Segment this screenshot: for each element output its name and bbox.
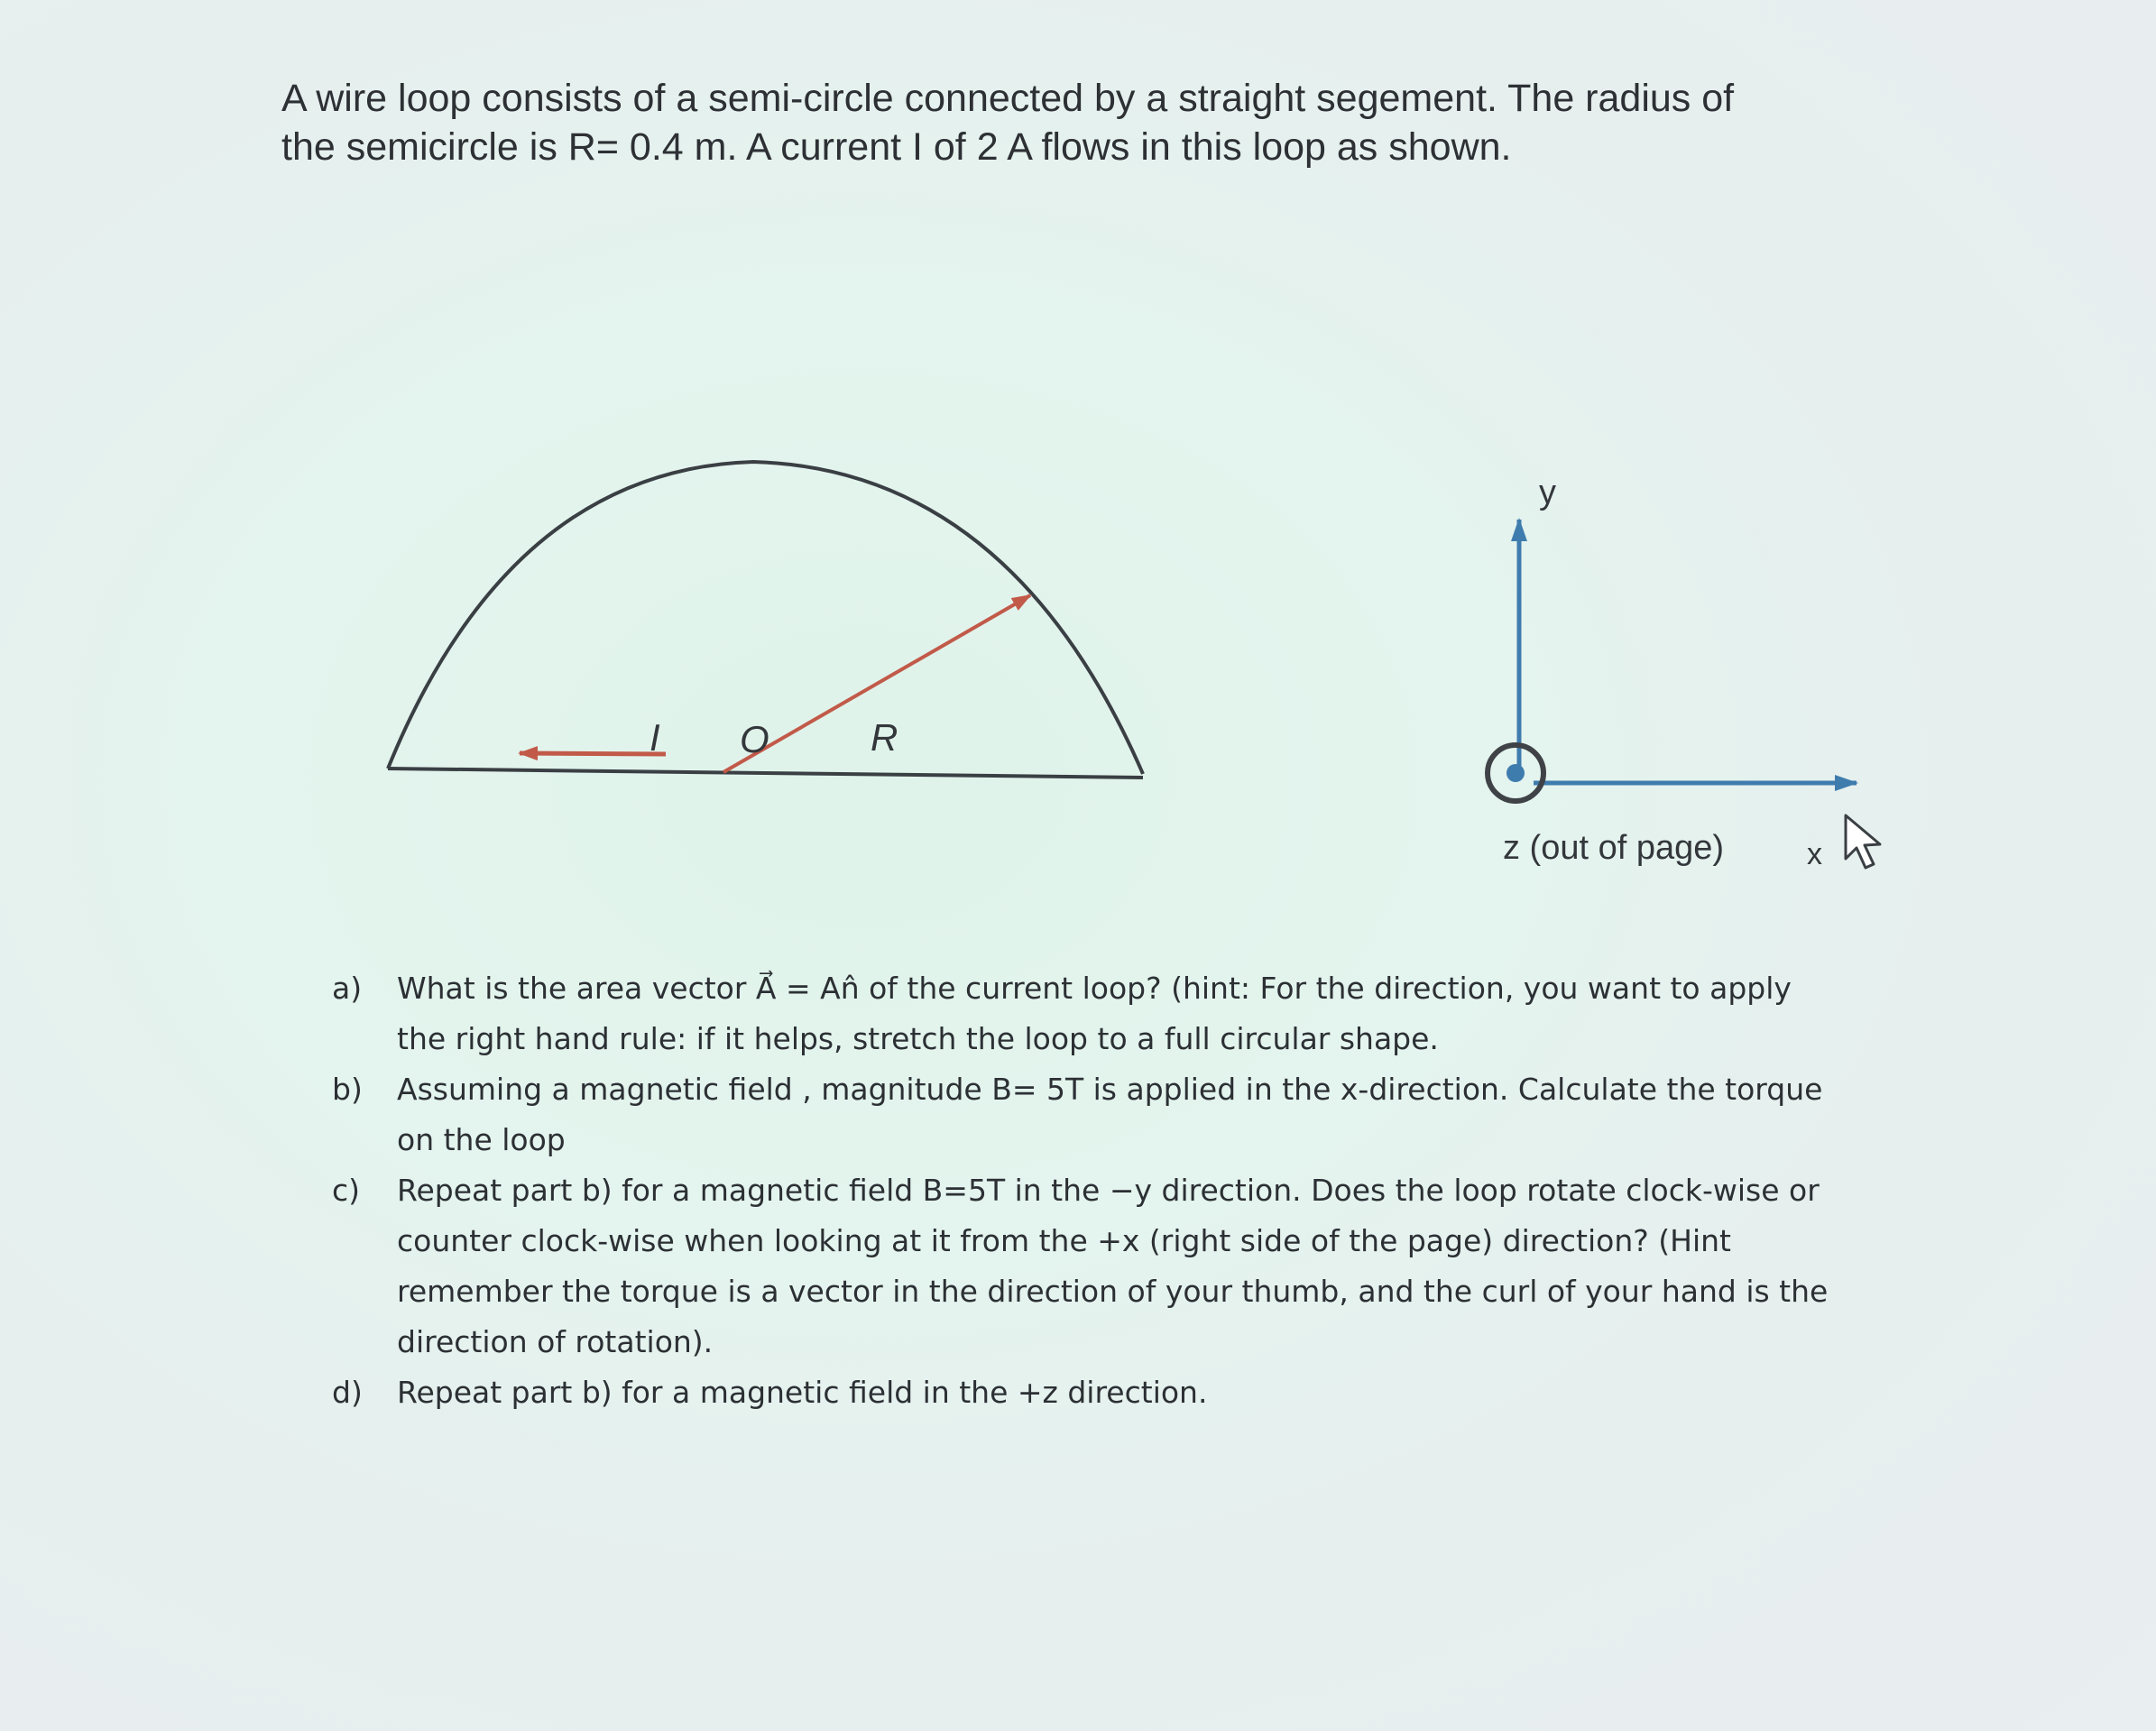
question-letter: d) xyxy=(332,1375,363,1410)
question-line: What is the area vector A⃗ = An̂ of the current loop? (hint: For the direction, you want to apply xyxy=(397,971,1792,1006)
axis-label-y: y xyxy=(1539,474,1556,511)
label-current: I xyxy=(650,716,660,759)
axis-label-x: x xyxy=(1807,837,1822,871)
question-letter: a) xyxy=(332,971,363,1006)
question-b xyxy=(325,1064,1930,1165)
z-axis-dot xyxy=(1506,764,1525,782)
question-letter: c) xyxy=(332,1173,361,1208)
label-radius: R xyxy=(871,716,898,759)
question-letter: b) xyxy=(332,1072,363,1107)
question-line: counter clock-wise when looking at it from the +x (right side of the page) direction? (Hint xyxy=(397,1223,1731,1258)
problem-line-1: A wire loop consists of a semi-circle connected by a straight segement. The radius of xyxy=(281,77,1735,120)
question-line: Repeat part b) for a magnetic field in the +z direction. xyxy=(397,1375,1208,1410)
question-line: direction of rotation). xyxy=(397,1324,714,1359)
problem-line-2: the semicircle is R= 0.4 m. A current I of 2 A flows in this loop as shown. xyxy=(281,125,1512,169)
label-origin: O xyxy=(740,718,769,760)
question-line: Assuming a magnetic field , magnitude B= 5T is applied in the x-direction. Calculate the torque xyxy=(397,1072,1823,1107)
question-list xyxy=(325,963,1930,1418)
cursor-icon xyxy=(1846,815,1880,868)
straight-segment xyxy=(388,769,1143,778)
axis-label-z: z (out of page) xyxy=(1503,829,1725,867)
question-line: remember the torque is a vector in the direction of your thumb, and the curl of your hand is the xyxy=(397,1274,1829,1309)
current-arrow xyxy=(520,753,666,754)
question-d xyxy=(325,1367,1930,1418)
question-line: Repeat part b) for a magnetic field B=5T in the −y direction. Does the loop rotate clock-wise or xyxy=(397,1173,1820,1208)
question-line: the right hand rule: if it helps, stretch the loop to a full circular shape. xyxy=(397,1021,1439,1056)
question-a xyxy=(325,963,1930,1064)
question-c xyxy=(325,1165,1930,1367)
question-line: on the loop xyxy=(397,1122,566,1157)
